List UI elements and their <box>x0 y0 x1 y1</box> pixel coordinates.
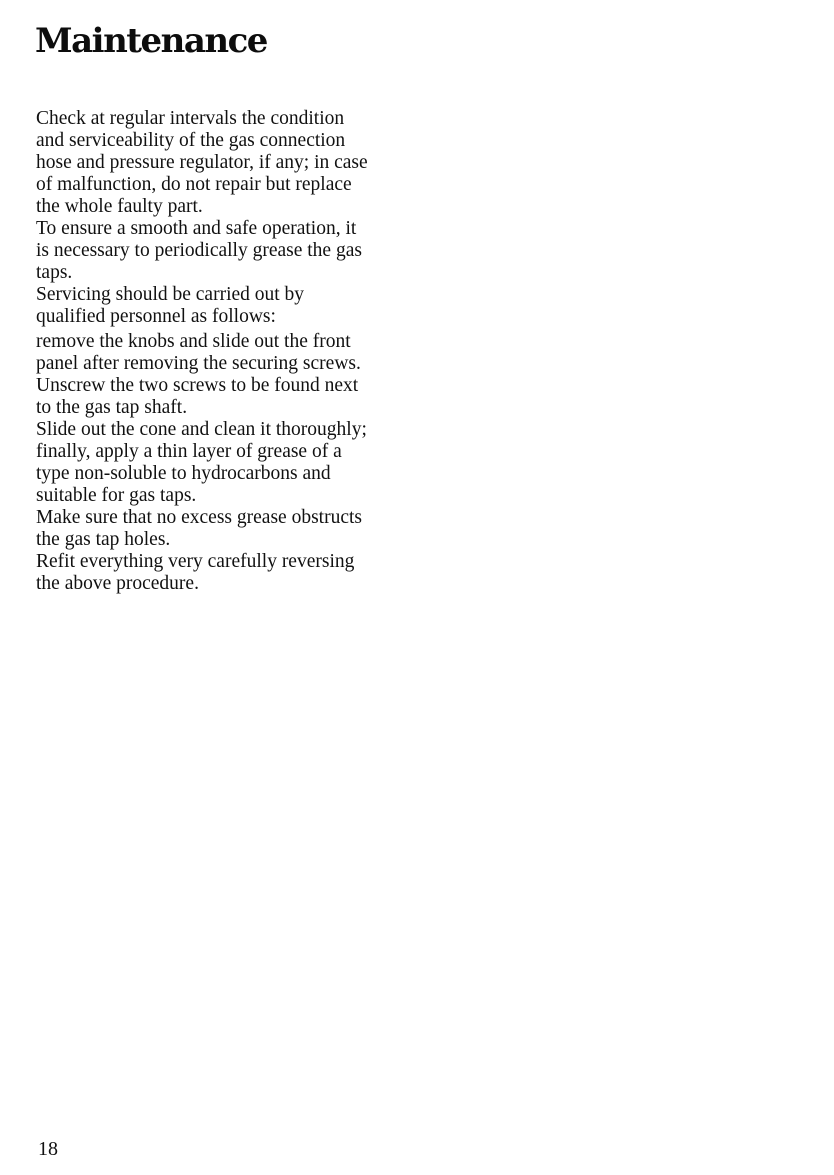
text-line: the gas tap holes. <box>36 529 171 550</box>
text-line: remove the knobs and slide out the front <box>36 331 351 352</box>
text-line: and serviceability of the gas connection <box>36 130 346 151</box>
text-line: to the gas tap shaft. <box>36 397 188 418</box>
text-line: hose and pressure regulator, if any; in case <box>36 152 368 173</box>
text-line: taps. <box>36 262 73 283</box>
page-title: Maintenance <box>35 21 267 61</box>
text-line: Make sure that no excess grease obstructs <box>36 507 362 528</box>
text-line: Check at regular intervals the condition <box>36 108 345 129</box>
text-line: Refit everything very carefully reversing <box>36 551 355 572</box>
text-line: suitable for gas taps. <box>36 485 197 506</box>
text-line: is necessary to periodically grease the gas <box>36 240 362 261</box>
text-line: the whole faulty part. <box>36 196 203 217</box>
text-line: panel after removing the securing screws. <box>36 353 361 374</box>
text-line: the above procedure. <box>36 573 199 594</box>
text-line: of malfunction, do not repair but replace <box>36 174 352 195</box>
text-line: To ensure a smooth and safe operation, it <box>36 218 357 239</box>
text-line: finally, apply a thin layer of grease of a <box>36 441 342 462</box>
text-line: Unscrew the two screws to be found next <box>36 375 359 396</box>
text-line: Servicing should be carried out by <box>36 284 305 305</box>
page-number: 18 <box>38 1138 58 1160</box>
text-line: qualified personnel as follows: <box>36 306 276 327</box>
text-line: Slide out the cone and clean it thoroughly; <box>36 419 367 440</box>
text-line: type non-soluble to hydrocarbons and <box>36 463 331 484</box>
maintenance-instructions <box>36 108 416 595</box>
